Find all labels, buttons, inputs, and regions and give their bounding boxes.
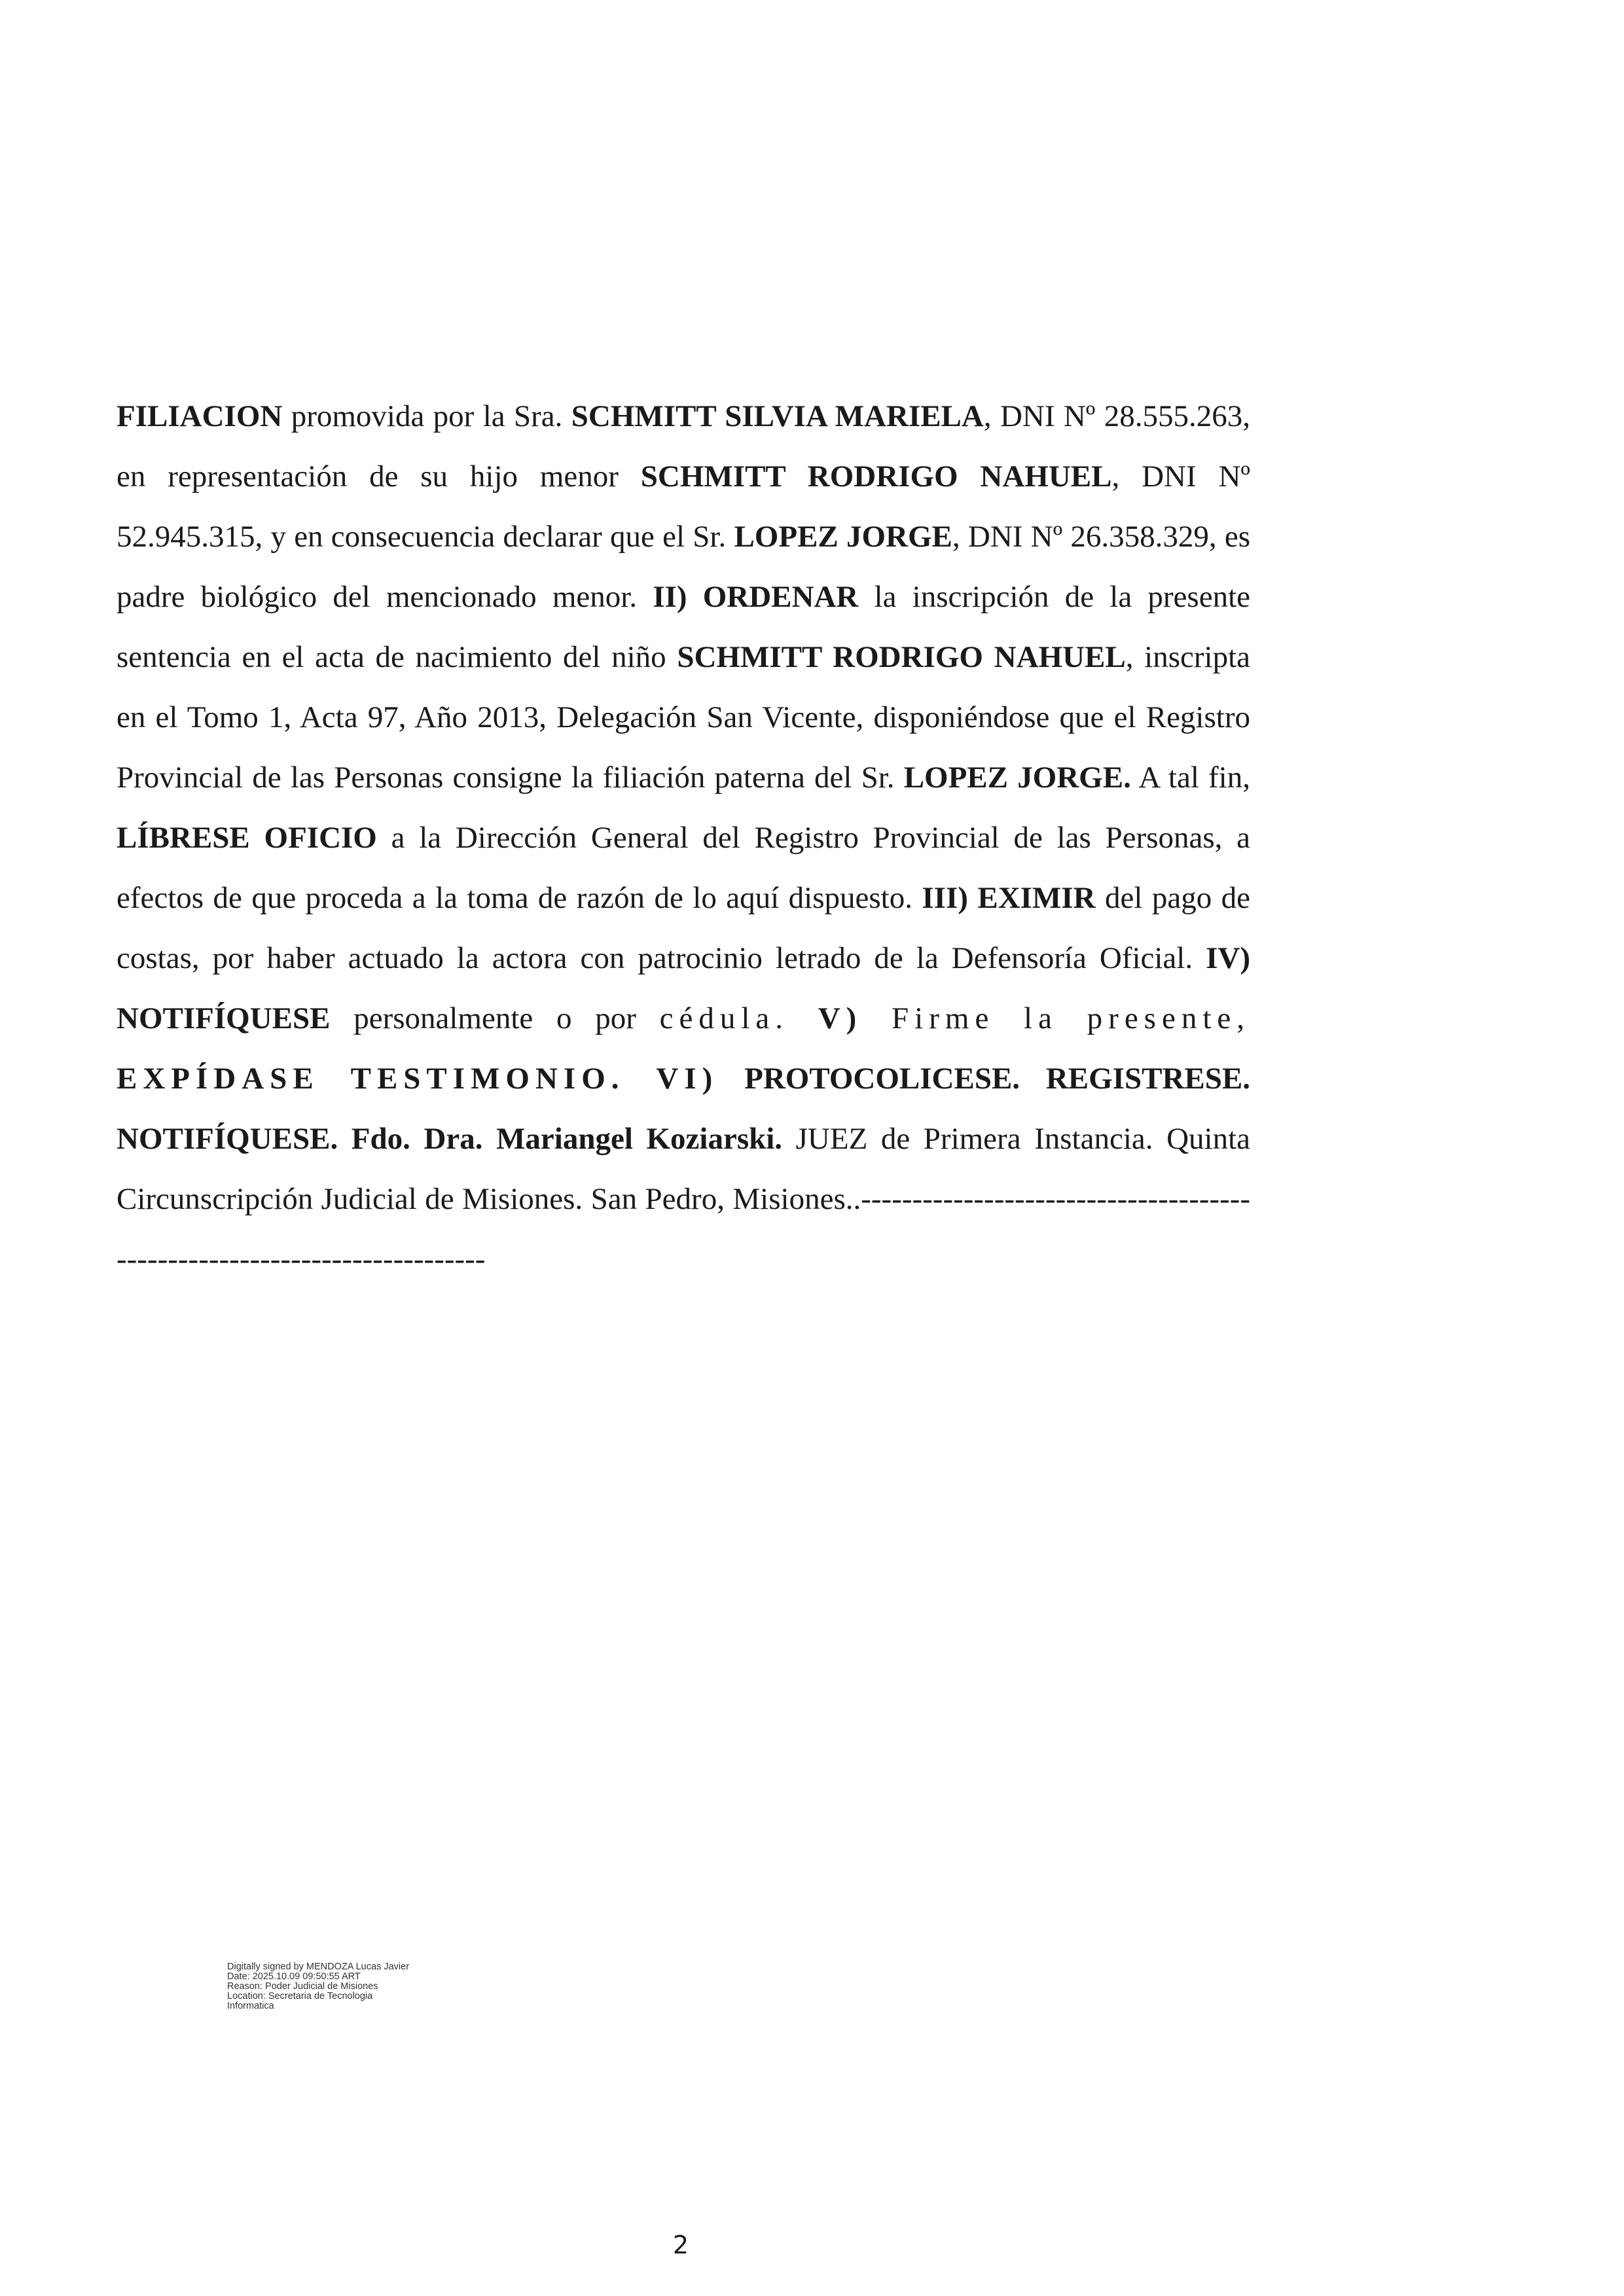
order-ordenar: II) ORDENAR bbox=[653, 580, 859, 614]
signature-date: Date: 2025.10.09 09:50:55 ART bbox=[227, 1971, 361, 1982]
paragraph-text: , inscripta en el Tomo 1, Acta 97, Año 2013, Delegación San Vicente, disponiéndose que el Registro Provincial de las Personas consigne la filiación paterna del Sr. bbox=[117, 640, 1250, 795]
expidase-testimonio: EXPÍDASE TESTIMONIO. VI) bbox=[117, 1062, 719, 1096]
paragraph-text: del pago de costas, por haber actuado la actora con patrocinio letrado de la Defensoría Oficial. bbox=[117, 881, 1250, 975]
paragraph-text: la inscripción de la presente sentencia en el acta de nacimiento del niño bbox=[117, 580, 1250, 674]
order-notifiquese: IV) NOTIFÍQUESE bbox=[117, 941, 1250, 1035]
signature-location: Location: Secretaria de Tecnologia bbox=[227, 1991, 373, 2001]
signature-signer: Digitally signed by MENDOZA Lucas Javier bbox=[227, 1962, 410, 1972]
paragraph-text: A tal fin, bbox=[1130, 761, 1250, 795]
signature-reason: Reason: Poder Judicial de Misiones bbox=[227, 1981, 378, 1992]
paragraph-text-spaced: cédula. bbox=[659, 1001, 818, 1035]
paragraph-text: personalmente o por bbox=[330, 1001, 660, 1035]
father-name: LOPEZ JORGE bbox=[734, 520, 952, 554]
digital-signature-block bbox=[227, 1962, 515, 2011]
order-eximir: III) EXIMIR bbox=[922, 881, 1096, 915]
mother-name: SCHMITT SILVIA MARIELA bbox=[571, 399, 984, 433]
paragraph-text: , DNI Nº 52.945.315, y en consecuencia declarar que el Sr. bbox=[117, 459, 1250, 554]
closing-orders: PROTOCOLICESE. REGISTRESE. NOTIFÍQUESE. Fdo. Dra. Mariangel Koziarski. bbox=[117, 1062, 1250, 1156]
order-v: V) bbox=[818, 1001, 863, 1035]
signature-location-cont: Informatica bbox=[227, 2001, 274, 2011]
paragraph-text: , DNI Nº 28.555.263, en representación de su hijo menor bbox=[117, 399, 1250, 493]
librese-oficio: LÍBRESE OFICIO bbox=[117, 821, 377, 855]
child-name-2: SCHMITT RODRIGO NAHUEL bbox=[677, 640, 1126, 674]
filiacion-heading: FILIACION bbox=[117, 399, 283, 433]
sentence-paragraph bbox=[117, 386, 1250, 1289]
page-number: 2 bbox=[672, 2231, 689, 2259]
paragraph-text: , DNI Nº 26.358.329, es padre biológico del mencionado menor. bbox=[117, 520, 1251, 614]
paragraph-text-spaced: Firme la presente, bbox=[862, 1001, 1250, 1035]
child-name: SCHMITT RODRIGO NAHUEL bbox=[640, 459, 1112, 493]
father-name-2: LOPEZ JORGE. bbox=[903, 761, 1131, 795]
paragraph-text: JUEZ de Primera Instancia. Quinta Circunscripción Judicial de Misiones. San Pedro, Misiones..-------------------------------------------------------------------------- bbox=[117, 1122, 1250, 1276]
paragraph-text: a la Dirección General del Registro Provincial de las Personas, a efectos de que proceda a la toma de razón de lo aquí dispuesto. bbox=[117, 821, 1250, 915]
paragraph-text: promovida por la Sra. bbox=[282, 399, 571, 433]
